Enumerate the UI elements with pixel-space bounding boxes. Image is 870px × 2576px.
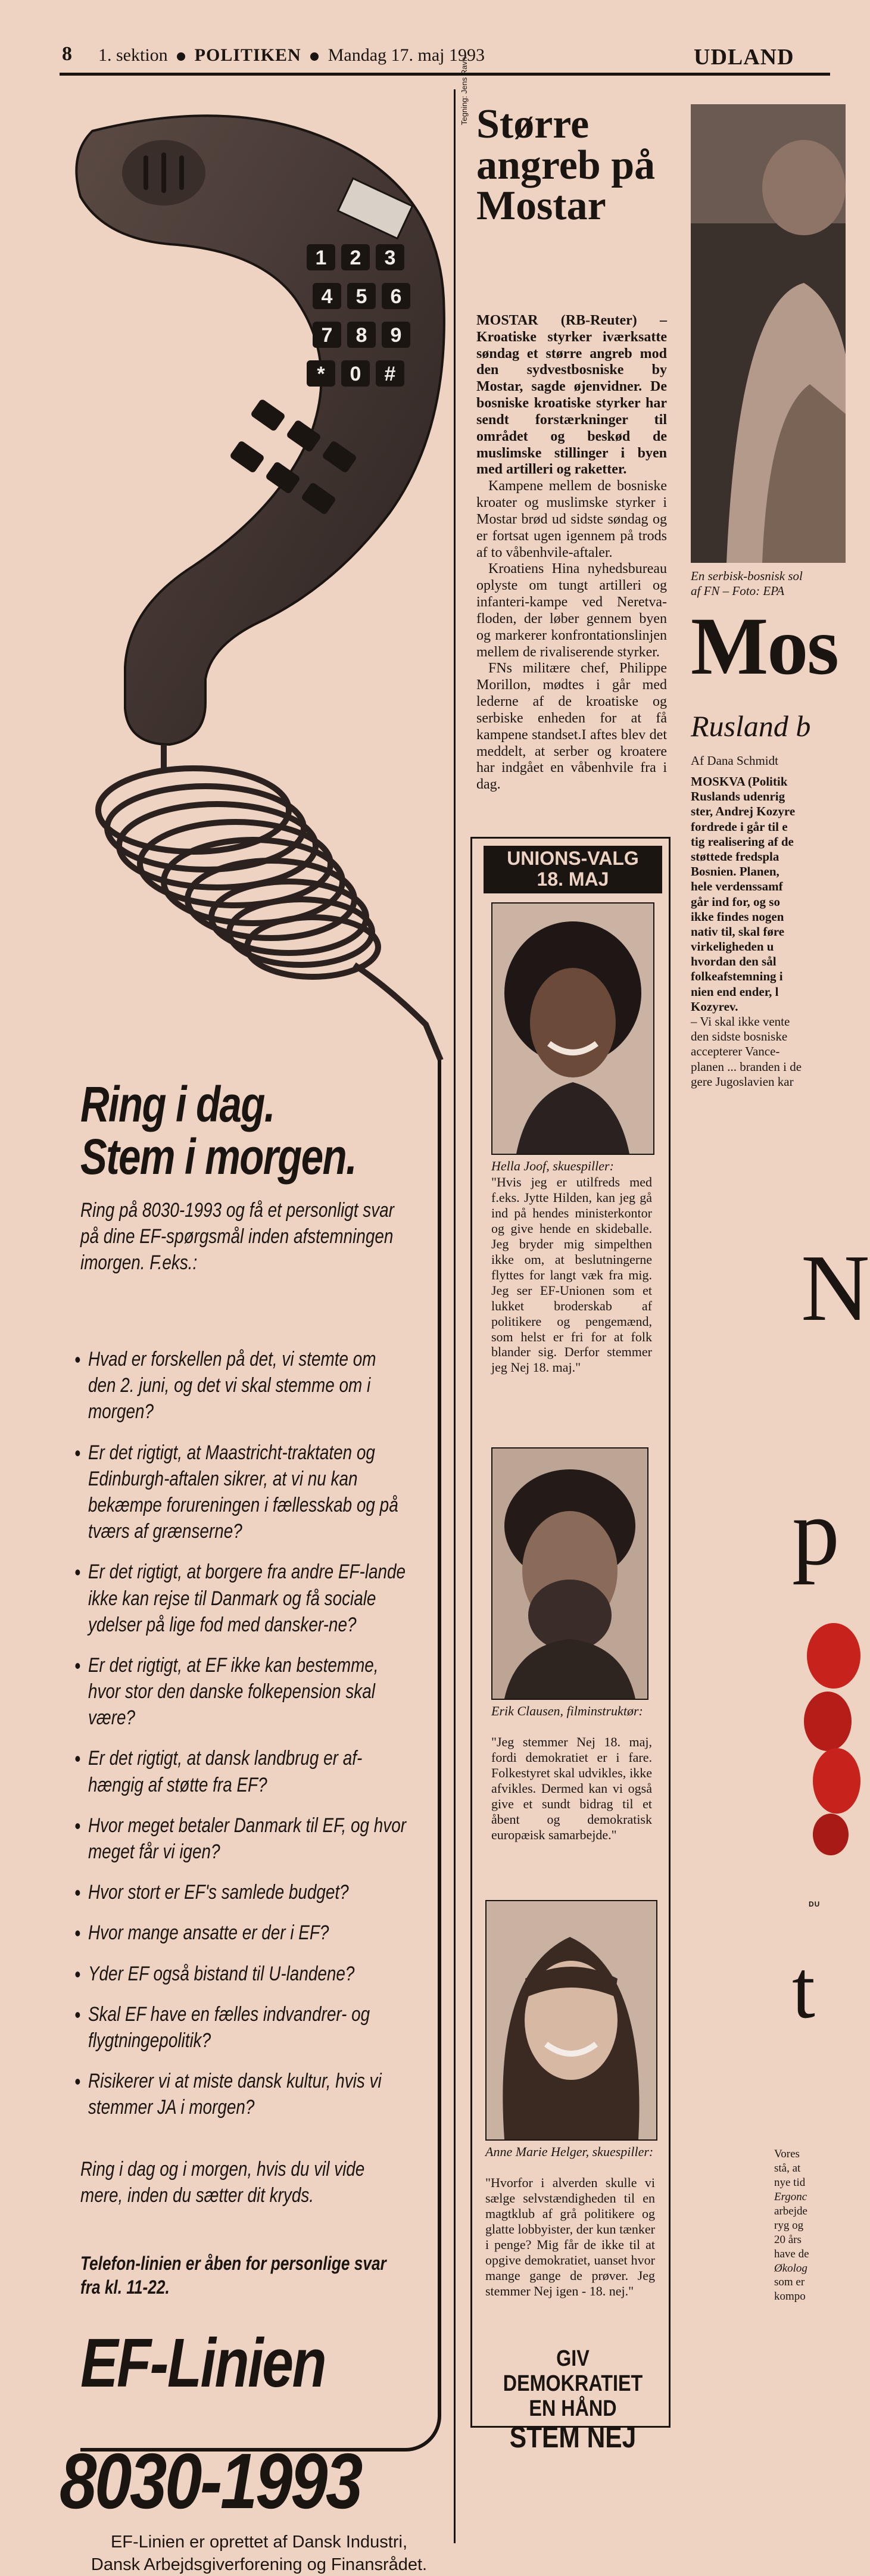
- list-item: • Hvor mange ansatte er der i EF?: [74, 1920, 407, 1946]
- svg-text:8: 8: [356, 324, 367, 347]
- right-article-byline: Af Dana Schmidt: [691, 753, 778, 768]
- phone-handset-illustration: [57, 95, 450, 1072]
- phone-cord: [98, 745, 441, 1060]
- slogan-line-4: STEM NEJ: [509, 2421, 637, 2454]
- key-star: [307, 360, 335, 387]
- person-name: Hella Joof, skuespiller:: [491, 1158, 614, 1173]
- key-0: [341, 360, 370, 387]
- body-line: den sidste bosniske: [691, 1029, 788, 1044]
- section-label: 1. sektion: [98, 45, 168, 65]
- portrait-image: [492, 1449, 647, 1699]
- body-line: Bosnien. Planen,: [691, 864, 779, 879]
- body-line: accepterer Vance-: [691, 1044, 780, 1059]
- body-line: Ergonc: [774, 2190, 807, 2203]
- article-lead: MOSTAR (RB-Reuter) – Kroatiske styrker iværksatte søndag et større angreb mod den sydvestbosniske by Mostar, sagde øjenvidner. De bosniske kroatiske styrker har sendt forstærkninger til området og beskød de muslimske stillinger i byen med artilleri og raketter.: [476, 313, 667, 478]
- large-letter: p: [792, 1479, 840, 1585]
- body-line: virkeligheden u: [691, 939, 774, 954]
- body-line: kompo: [774, 2290, 806, 2303]
- large-letter: N: [801, 1235, 870, 1341]
- body-line: MOSKVA (Politik: [691, 774, 788, 789]
- body-line: Kozyrev.: [691, 999, 738, 1014]
- body-line: planen ... branden i de: [691, 1059, 802, 1074]
- key-3: [376, 244, 404, 270]
- photo-caption-line-2: af FN – Foto: EPA: [691, 584, 785, 599]
- right-article-body: [691, 774, 834, 1089]
- body-line: tig realisering af de: [691, 834, 794, 849]
- ad-brand-name: EF-Linien: [80, 2324, 326, 2401]
- key-2: [341, 244, 370, 270]
- ad-footer: [57, 2531, 461, 2576]
- list-item: • Skal EF have en fælles indvandrer- og flygtningepolitik?: [74, 2001, 407, 2054]
- key-9: [382, 322, 410, 348]
- body-line: stå, at: [774, 2161, 801, 2175]
- svg-text:2: 2: [350, 247, 361, 269]
- header-rule: [60, 73, 830, 76]
- news-photo: [691, 104, 846, 563]
- news-photo-image: [691, 104, 846, 563]
- svg-text:9: 9: [390, 324, 402, 347]
- body-line: Økolog: [774, 2262, 807, 2275]
- svg-text:6: 6: [390, 285, 402, 308]
- portrait-photo: [485, 1900, 657, 2141]
- column-rule: [454, 89, 456, 2543]
- union-box-slogan: [497, 2347, 649, 2454]
- list-item: • Hvad er forskellen på det, vi stemte om den 2. juni, og det vi skal stemme om i morgen?: [74, 1346, 407, 1425]
- slogan-line-1: GIV: [556, 2346, 590, 2371]
- union-box-title-line-1: UNIONS-VALG: [507, 848, 639, 869]
- person-quote: "Jeg stemmer Nej 18. maj, fordi demokratiet er i fare. Folkestyret skal udvikles, ikke afvikles. Dermed kan vi også give et sundt bidrag til et åbent og demokratisk europæisk samarbejde.": [491, 1734, 652, 1842]
- photo-credit: Tegning: Jens Ravn: [460, 57, 469, 125]
- body-line: have de: [774, 2247, 809, 2260]
- issue-date: Mandag 17. maj 1993: [328, 45, 485, 65]
- page-number: 8: [62, 43, 72, 65]
- union-box-title: [484, 846, 662, 893]
- ad-footer-line-2: Dansk Arbejdsgiverforening og Finansrådet.: [91, 2555, 428, 2574]
- small-label: DU: [809, 1900, 821, 1908]
- svg-text:5: 5: [356, 285, 367, 308]
- body-line: hele verdenssamf: [691, 879, 783, 894]
- svg-text:1: 1: [315, 247, 327, 269]
- list-item: • Er det rigtigt, at EF ikke kan bestemme, hvor stor den danske folkepension skal være?: [74, 1652, 407, 1731]
- red-flower-image: [792, 1620, 840, 1858]
- body-line: Vores: [774, 2148, 800, 2160]
- newspaper-name: POLITIKEN: [194, 45, 301, 65]
- portrait-image: [487, 1901, 656, 2139]
- ad-phone-number: 8030-1993: [60, 2437, 361, 2525]
- portrait-image: [492, 904, 653, 1154]
- ad-headline: [80, 1078, 376, 1183]
- person-quote: "Hvis jeg er utilfreds med f.eks. Jytte Hilden, kan jeg gå ind på hendes ministerkontor og give hende en skideballe. Jeg bryder mig simpelthen ikke om, at beslutningerne flyttes for langt væk fra mig. Jeg ser EF-Unionen som et lukket broderskab af politikere og pengemænd, som helst er fri for at folk blander sig. Derfor stemmer jeg Nej 18. maj.": [491, 1175, 652, 1375]
- key-7: [313, 322, 341, 348]
- key-5: [347, 283, 376, 309]
- key-8: [347, 322, 376, 348]
- body-line: støttede fredspla: [691, 849, 779, 864]
- ad-outro-text: Ring i dag og i morgen, hvis du vil vide mere, inden du sætter dit kryds.: [80, 2158, 365, 2207]
- body-line: som er: [774, 2276, 805, 2289]
- right-article-headline: Mos: [691, 600, 838, 691]
- ad-footer-line-1: EF-Linien er oprettet af Dansk Industri,: [110, 2533, 408, 2552]
- body-line: ryg og: [774, 2219, 804, 2232]
- svg-text:#: #: [384, 363, 396, 385]
- union-box-title-line-2: 18. MAJ: [537, 868, 609, 890]
- slogan-line-3: EN HÅND: [529, 2396, 617, 2421]
- ad-question-list: [74, 1346, 407, 2135]
- ef-linien-advertisement: [57, 95, 450, 2574]
- list-item: • Yder EF også bistand til U-landene?: [74, 1961, 407, 1987]
- body-line: ster, Andrej Kozyre: [691, 804, 796, 819]
- body-line: – Vi skal ikke vente: [691, 1014, 790, 1029]
- bullet-icon: [177, 52, 185, 61]
- svg-text:7: 7: [321, 324, 333, 347]
- article-paragraph: FNs militære chef, Philippe Morillon, mødtes i går med lederne af de kroatiske og serbiske enheden for at få kampene standset.I aftes blev det meddelt, at serber og kroatere har indgået en våbenhvile fra i dag.: [476, 661, 667, 793]
- list-item: • Er det rigtigt, at borgere fra andre EF-lande ikke kan rejse til Danmark og få sociale ydelser på lige fod med dansker-ne?: [74, 1559, 407, 1638]
- svg-text:3: 3: [384, 247, 396, 269]
- right-article-subhead: Rusland b: [691, 709, 811, 743]
- list-item: • Hvor stort er EF's samlede budget?: [74, 1879, 407, 1905]
- article-headline: Større angreb på Mostar: [476, 101, 656, 229]
- headline-line-1: Ring i dag.: [80, 1076, 275, 1132]
- body-line: nye tid: [774, 2176, 806, 2189]
- right-lower-body: [774, 2147, 840, 2304]
- page-header: [0, 0, 830, 80]
- photo-caption-line-1: En serbisk-bosnisk sol: [691, 569, 803, 583]
- list-item: • Hvor meget betaler Danmark til EF, og hvor meget får vi igen?: [74, 1812, 407, 1865]
- header-line: [98, 45, 485, 66]
- person-name: Erik Clausen, filminstruktør:: [491, 1703, 643, 1718]
- key-hash: [376, 360, 404, 387]
- body-line: hvordan den sål: [691, 954, 777, 969]
- svg-text:0: 0: [350, 363, 361, 385]
- list-item: • Risikerer vi at miste dansk kultur, hvis vi stemmer JA i morgen?: [74, 2068, 407, 2120]
- ad-intro-text: Ring på 8030-1993 og få et personligt svar på dine EF-spørgsmål inden afstemningen imorgen. F.eks.:: [80, 1199, 394, 1275]
- ad-opening-hours: Telefon-linien er åben for personlige svar fra kl. 11-22.: [80, 2253, 386, 2298]
- section-name: UDLAND: [694, 45, 794, 70]
- article-paragraph: Kroatiens Hina nyhedsbureau oplyste om tungt artilleri og infanteri-kampe ved Neretva-floden, der løber gennem byen og markerer konfrontationslinjen mellem de rivaliserende styrker.: [476, 561, 667, 660]
- body-line: nien end ender, l: [691, 984, 779, 999]
- body-line: folkeafstemning i: [691, 969, 783, 984]
- svg-text:*: *: [317, 363, 325, 385]
- body-line: arbejde: [774, 2204, 807, 2217]
- article-paragraph: Kampene mellem de bosniske kroater og muslimske styrker i Mostar brød ud sidste søndag og er fortsat ugen igennem på trods af to våbenhvile-aftaler.: [476, 478, 667, 560]
- headline-line-2: Stem i morgen.: [80, 1129, 357, 1185]
- body-line: nativ til, skal føre: [691, 924, 785, 939]
- portrait-photo: [491, 1447, 648, 1700]
- bullet-icon: [310, 52, 319, 61]
- body-line: gere Jugoslavien kar: [691, 1074, 794, 1089]
- person-name: Anne Marie Helger, skuespiller:: [485, 2144, 654, 2159]
- large-letter: t: [792, 1943, 815, 2036]
- body-line: ikke findes nogen: [691, 909, 784, 924]
- body-line: går ind for, og so: [691, 894, 780, 909]
- key-6: [382, 283, 410, 309]
- photo-caption: [691, 569, 834, 599]
- slogan-line-2: DEMOKRATIET: [503, 2371, 643, 2396]
- svg-text:4: 4: [321, 285, 333, 308]
- body-line: 20 års: [774, 2233, 802, 2246]
- portrait-photo: [491, 902, 654, 1155]
- article-body: [476, 313, 667, 793]
- body-line: fordrede i går til e: [691, 819, 788, 834]
- list-item: • Er det rigtigt, at Maastricht-traktaten og Edinburgh-aftalen sikrer, at vi nu kan bekæmpe forureningen i fællesskab og på tværs af grænserne?: [74, 1440, 407, 1545]
- person-quote: "Hvorfor i alverden skulle vi sælge selvstændigheden til en magtklub af grå politikere og glatte lobbyister, der kun tænker i penge? Mig får de ikke til at opgive demokratiet, uanset hvor mange gange de prøver. Jeg stemmer Nej igen - 18. nej.": [485, 2175, 655, 2298]
- key-4: [313, 283, 341, 309]
- key-1: [307, 244, 335, 270]
- body-line: Ruslands udenrig: [691, 789, 785, 804]
- list-item: • Er det rigtigt, at dansk landbrug er af-hængig af støtte fra EF?: [74, 1745, 407, 1798]
